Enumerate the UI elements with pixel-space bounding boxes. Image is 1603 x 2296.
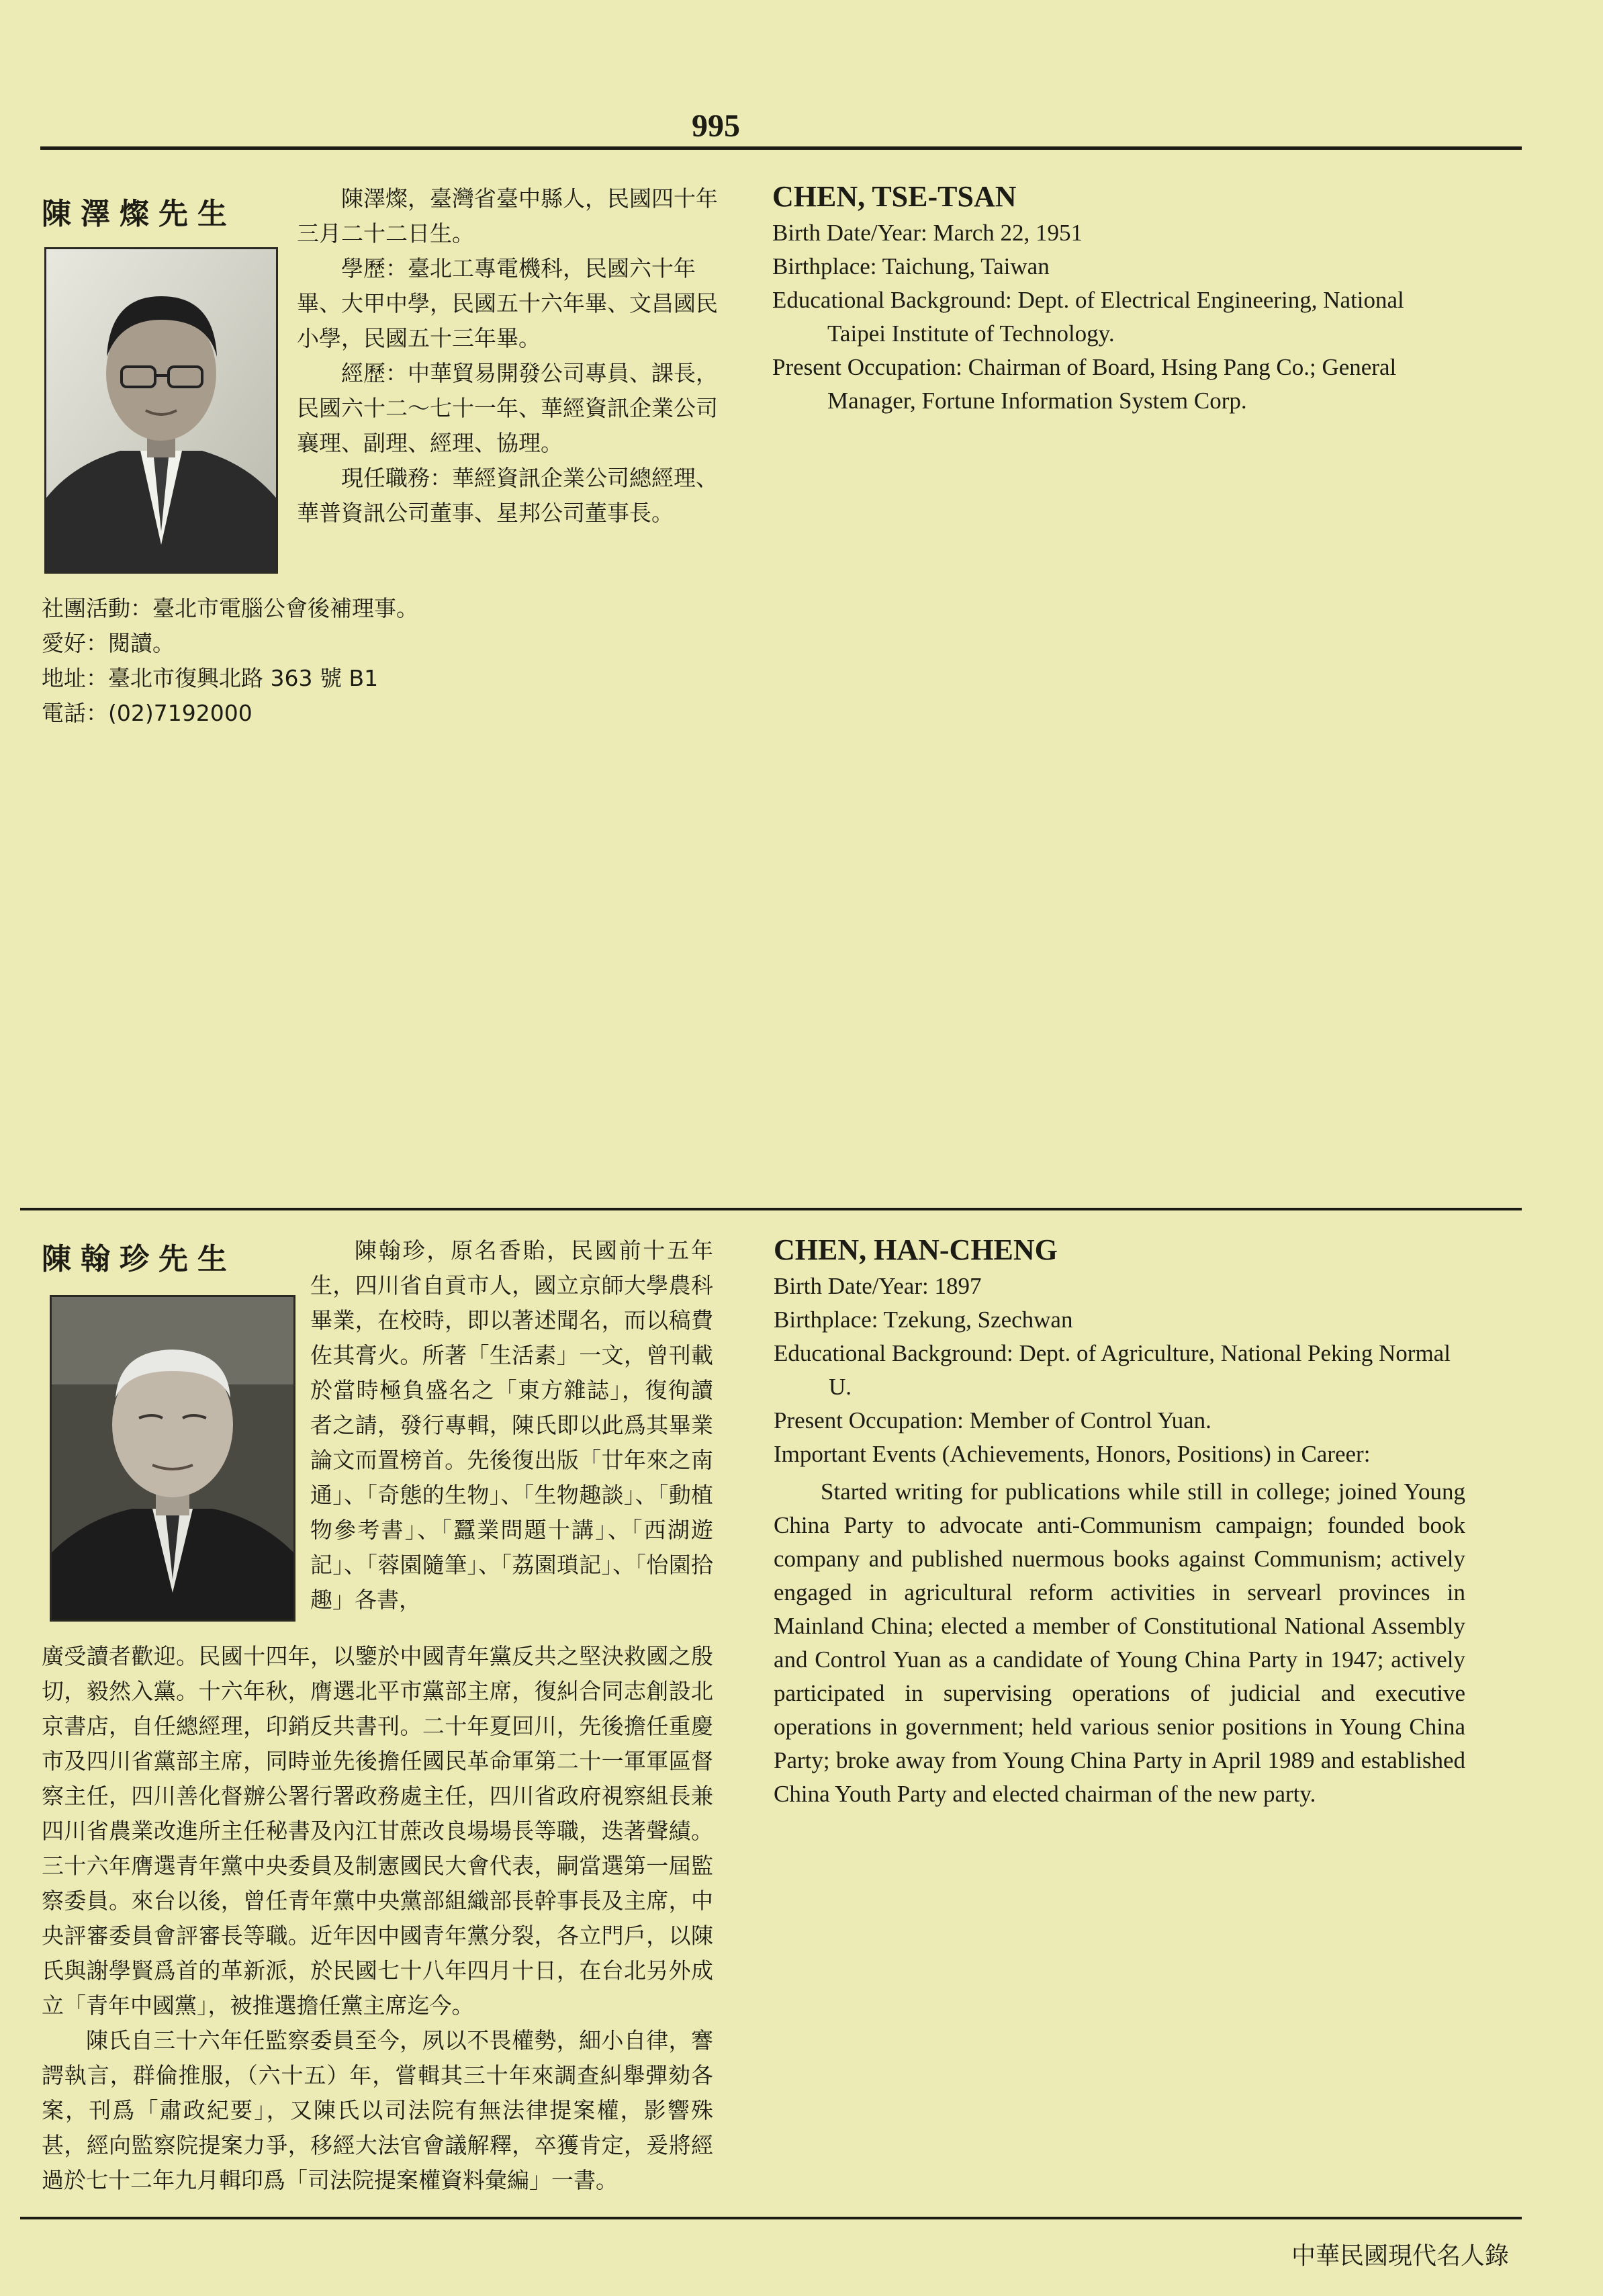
entry1-bio-education: 學歷：臺北工專電機科，民國六十年畢、大甲中學，民國五十六年畢、文昌國民小學，民國五十三年畢。 (297, 255, 718, 351)
entry2-portrait-photo (50, 1295, 295, 1622)
entry2-events-label: Important Events (Achievements, Honors, Positions) in Career: (774, 1441, 1371, 1467)
entry2-events-body: Started writing for publications while still in college; joined Young China Party to advocate anti-Communism campaign; founded book company and published nuermous books against Communism; actively engaged in agricultural reform activities in servearl provinces in Mainland China; elected a member of Constitutional National Assembly and Control Yuan as a candidate of Young China Party in 1947; actively participated in supervising operations of judicial and executive operations in government; held various senior positions in Young China Party; broke away from Young China Party in April 1989 and established China Youth Party and elected chairman of the new party. (774, 1478, 1465, 1807)
entry2-name-en: CHEN, HAN-CHENG (774, 1233, 1058, 1266)
entry1-extra-zh (42, 591, 740, 731)
entry1-bio-intro: 陳澤燦，臺灣省臺中縣人，民國四十年三月二十二日生。 (297, 185, 718, 247)
entry1-en-block (772, 180, 1464, 418)
entry1-phone: 電話：(02)7192000 (42, 700, 253, 726)
portrait-elderly-man-icon (52, 1297, 293, 1620)
entry1-education: Educational Background: Dept. of Electrical Engineering, National Taipei Institute of Technology. (772, 287, 1404, 347)
entry2-bio-top (310, 1233, 713, 1618)
entry1-occupation: Present Occupation: Chairman of Board, Hsing Pang Co.; General Manager, Fortune Information System Corp. (772, 354, 1397, 414)
entry2-bio-career: 廣受讀者歡迎。民國十四年，以鑒於中國青年黨反共之堅決救國之殷切，毅然入黨。十六年秋，膺選北平市黨部主席，復糾合同志創設北京書店，自任總經理，印銷反共書刊。二十年夏回川，先後擔任重慶市及四川省黨部主席，同時並先後擔任國民革命軍第二十一軍軍區督察主任，四川善化督辦公署行署政務處主任，四川省政府視察組長兼四川省農業改進所主任秘書及內江甘蔗改良場場長等職，迭著聲績。三十六年膺選青年黨中央委員及制憲國民大會代表，嗣當選第一屆監察委員。來台以後，曾任青年黨中央黨部組織部長幹事長及主席，中央評審委員會評審長等職。近年因中國青年黨分裂，各立門戶，以陳氏與謝學賢爲首的革新派，於民國七十八年四月十日，在台北另外成立「青年中國黨」，被推選擔任黨主席迄今。 (42, 1643, 713, 2019)
entry1-activities: 社團活動：臺北市電腦公會後補理事。 (42, 595, 418, 621)
entry2-birth: Birth Date/Year: 1897 (774, 1273, 982, 1299)
entry1-hobbies: 愛好：閱讀。 (42, 630, 175, 656)
entry1-address: 地址：臺北市復興北路 363 號 B1 (42, 665, 379, 691)
entry2-education: Educational Background: Dept. of Agriculture, National Peking Normal U. (774, 1340, 1451, 1400)
entry2-bio-bottom (42, 1639, 713, 2198)
entry1-portrait-photo (44, 247, 278, 574)
portrait-man-suit-icon (46, 249, 276, 572)
entry2-en-block (774, 1233, 1465, 1811)
entry2-bio-intro: 陳翰珍，原名香貽，民國前十五年生，四川省自貢市人，國立京師大學農科畢業，在校時，即以著述聞名，而以稿費佐其膏火。所著「生活素」一文，曾刊載於當時極負盛名之「東方雜誌」，復徇讀者之請，發行專輯，陳氏即以此爲其畢業論文而置榜首。先後復出版「廿年來之南通」、「奇態的生物」、「生物趣談」、「動植物參考書」、「蠶業問題十講」、「西湖遊記」、「蓉園隨筆」、「荔園瑣記」、「怡園拾趣」各書， (310, 1237, 713, 1613)
entry1-bio-current: 現任職務：華經資訊企業公司總經理、華普資訊公司董事、星邦公司董事長。 (297, 465, 718, 526)
entry2-bio-control-yuan: 陳氏自三十六年任監察委員至今，夙以不畏權勢，細小自律，謇諤執言，群倫推服，（六十五）年，嘗輯其三十年來調查糾舉彈劾各案，刊爲「肅政紀要」，又陳氏以司法院有無法律提案權，影響殊甚，經向監察院提案力爭，移經大法官會議解釋，卒獲肯定，爰將經過於七十二年九月輯印爲「司法院提案權資料彙編」一書。 (42, 2027, 713, 2193)
entry1-bio-zh (297, 181, 733, 531)
entry-separator-rule (20, 1208, 1522, 1210)
header-rule (40, 146, 1522, 150)
entry1-name-en: CHEN, TSE-TSAN (772, 180, 1017, 213)
entry1-birth: Birth Date/Year: March 22, 1951 (772, 220, 1083, 246)
entry2-occupation: Present Occupation: Member of Control Yuan. (774, 1407, 1211, 1433)
entry1-bio-experience: 經歷：中華貿易開發公司專員、課長，民國六十二～七十一年、華經資訊企業公司襄理、副理、經理、協理。 (297, 360, 718, 456)
footer-rule (20, 2217, 1522, 2219)
entry1-name-zh: 陳澤燦先生 (42, 197, 236, 231)
entry2-name-zh: 陳翰珍先生 (42, 1242, 236, 1276)
entry1-birthplace: Birthplace: Taichung, Taiwan (772, 253, 1050, 279)
entry2-birthplace: Birthplace: Tzekung, Szechwan (774, 1307, 1073, 1333)
footer-title: 中華民國現代名人錄 (1291, 2242, 1509, 2270)
page-number: 995 (692, 108, 740, 144)
